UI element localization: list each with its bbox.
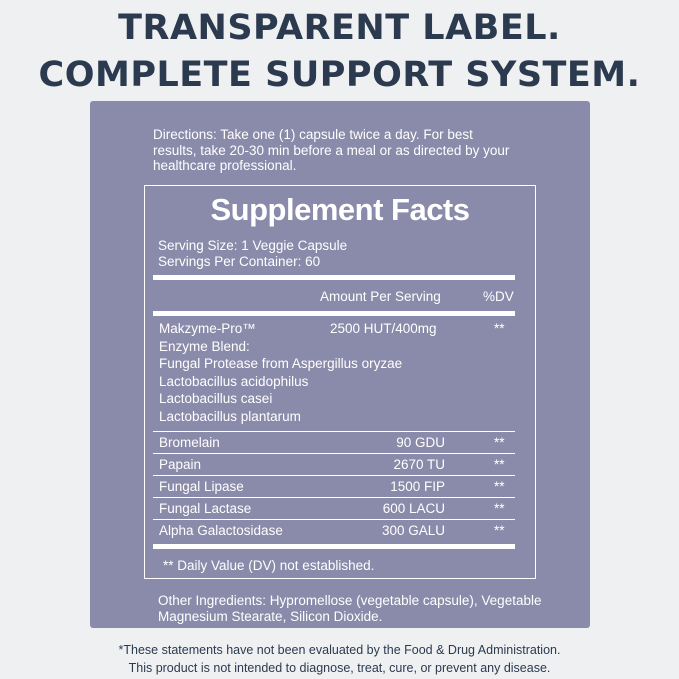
blend-ingredient: Lactobacillus acidophilus [159,373,309,389]
row-dv: ** [494,479,505,494]
row-dv: ** [494,435,505,450]
headline-line-1: TRANSPARENT LABEL. [118,8,561,48]
facts-row-papain [159,454,511,475]
row-name: Fungal Lipase [159,479,244,494]
serving-size: Serving Size: 1 Veggie Capsule [158,238,348,253]
facts-row-alpha-galactosidase [159,520,511,541]
blend-ingredients [159,355,402,425]
facts-row-fungal-lipase [159,476,511,497]
row-amount: 600 LACU [382,501,445,516]
row-name: Fungal Lactase [159,501,252,516]
headline-line-2: COMPLETE SUPPORT SYSTEM. [38,55,641,95]
facts-row-fungal-lactase [159,498,511,519]
row-name: Papain [159,457,202,472]
divider-thick-bottom [153,544,515,549]
blend-ingredient: Lactobacillus casei [159,391,273,406]
supplement-facts-box [144,185,536,579]
blend-dv: ** [494,321,505,336]
blend-name [159,320,256,355]
blend-name-line-2: Enzyme Blend: [159,338,250,354]
row-name: Bromelain [159,435,220,450]
divider-thick-top [153,275,515,280]
row-amount: 2670 TU [393,457,445,472]
fda-disclaimer [0,641,679,677]
supplement-facts-title: Supplement Facts [210,192,470,227]
other-ingredients: Other Ingredients: Hypromellose (vegetable capsule), Vegetable Magnesium Stearate, Silicon Dioxide. [158,593,542,624]
disclaimer-line-1: *These statements have not been evaluated by the Food & Drug Administration. [118,643,561,657]
row-dv: ** [494,501,505,516]
blend-name-line-1: Makzyme-Pro™ [159,321,256,336]
blend-ingredient: Lactobacillus plantarum [159,408,301,424]
row-name: Alpha Galactosidase [159,523,283,538]
row-dv: ** [494,457,505,472]
row-amount: 90 GDU [396,435,445,450]
divider-thick-header [153,311,515,316]
label-panel [90,101,590,628]
serving-info [158,238,347,269]
row-amount: 1500 FIP [390,479,445,494]
row-amount: 300 GALU [381,523,445,538]
directions-text: Directions: Take one (1) capsule twice a day. For best results, take 20-30 min before a meal or as directed by your healthcare professional. [153,127,510,173]
servings-per-container: Servings Per Container: 60 [158,253,321,269]
row-dv: ** [494,523,505,538]
disclaimer-line-2: This product is not intended to diagnose, treat, cure, or prevent any disease. [128,661,551,675]
facts-row-bromelain [159,432,511,453]
header-dv: %DV [483,289,514,304]
dv-footnote: ** Daily Value (DV) not established. [163,558,375,573]
blend-amount: 2500 HUT/400mg [330,321,437,336]
blend-ingredient: Fungal Protease from Aspergillus oryzae [159,356,403,371]
header-amount-per-serving: Amount Per Serving [320,289,441,304]
